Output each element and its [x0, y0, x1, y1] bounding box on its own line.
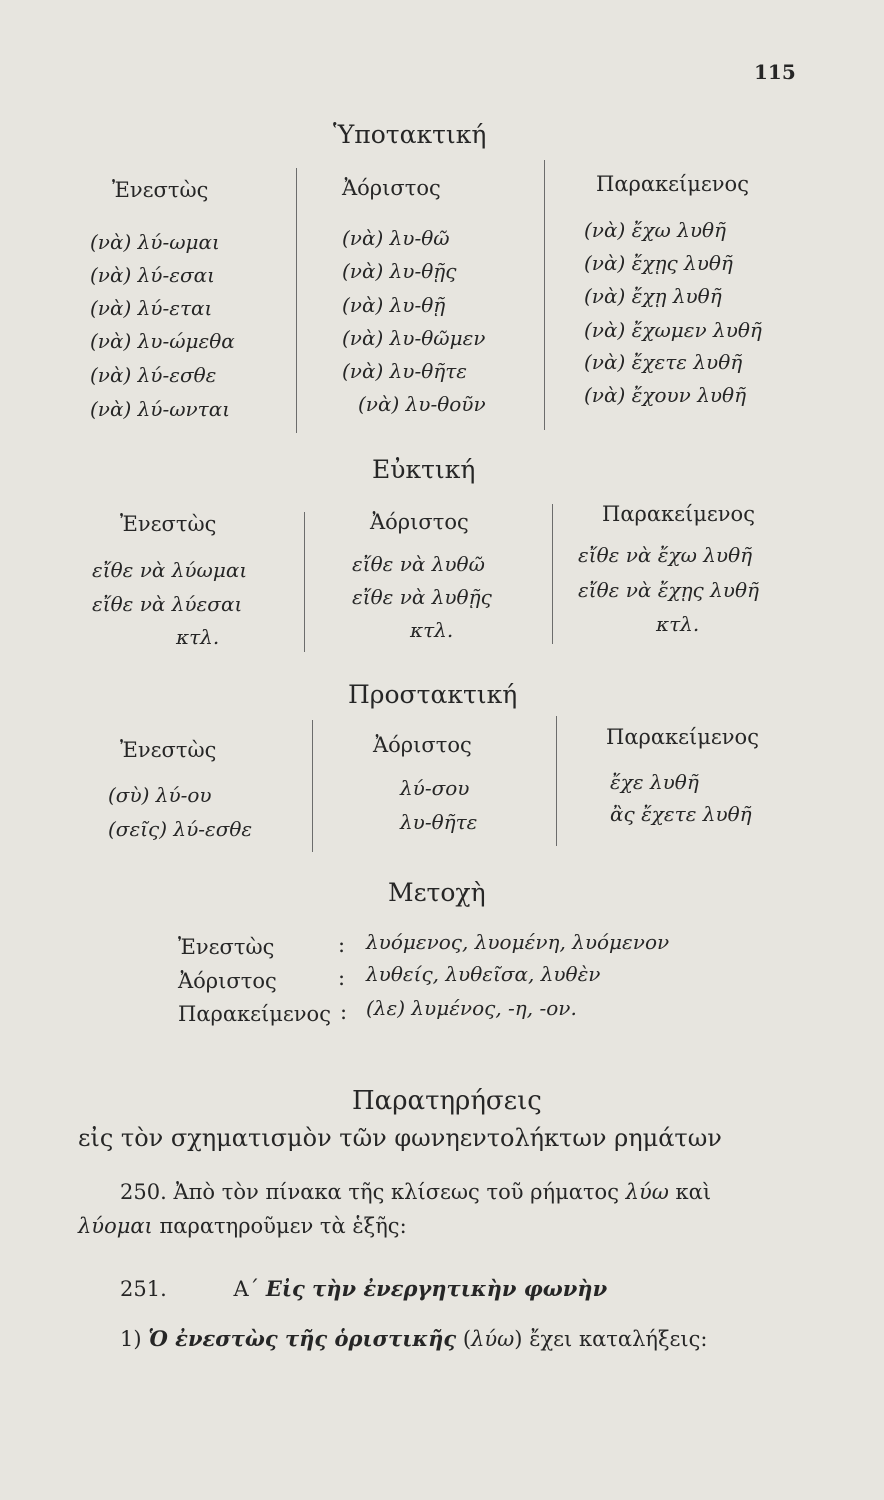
imperative-perfect-form: ἂς ἔχετε λυθῆ: [610, 802, 752, 826]
subjunctive-present-form: (νὰ) λύ-ωμαι: [90, 230, 220, 254]
subjunctive-perfect-form: (νὰ) ἔχετε λυθῆ: [584, 350, 743, 374]
imperative-present-form: (σεῖς) λύ-εσθε: [108, 817, 253, 841]
optative-present-label: Ἐνεστὼς: [120, 512, 217, 536]
participle-title: Μετοχὴ: [388, 878, 486, 907]
paragraph-text: παρατηροῦμεν τὰ ἑξῆς:: [159, 1214, 407, 1238]
participle-value: λυθείς, λυθεῖσα, λυθὲν: [366, 962, 601, 986]
subjunctive-aorist-form: (νὰ) λυ-θῇς: [342, 259, 457, 283]
page-number: 115: [754, 60, 796, 84]
participle-label: Ἐνεστὼς: [178, 935, 275, 959]
imperative-perfect-form: ἔχε λυθῆ: [610, 770, 699, 794]
column-divider: [304, 512, 305, 652]
optative-aorist-form: κτλ.: [410, 618, 454, 642]
imperative-aorist-form: λύ-σου: [400, 776, 470, 800]
subjunctive-present-label: Ἐνεστὼς: [112, 178, 209, 202]
paragraph-text: ἔχει καταλήξεις:: [529, 1327, 708, 1351]
optative-present-form: κτλ.: [176, 625, 220, 649]
column-divider: [552, 504, 553, 644]
optative-perfect-label: Παρακείμενος: [602, 502, 755, 526]
subjunctive-aorist-form: (νὰ) λυ-θῶ: [342, 226, 450, 250]
optative-present-form: εἴθε νὰ λύωμαι: [92, 558, 248, 582]
subjunctive-perfect-form: (νὰ) ἔχωμεν λυθῆ: [584, 318, 762, 342]
paragraph-1: [120, 1326, 707, 1351]
subjunctive-perfect-label: Παρακείμενος: [596, 172, 749, 196]
optative-perfect-form: εἴθε νὰ ἔχω λυθῆ: [578, 543, 753, 567]
subjunctive-perfect-form: (νὰ) ἔχουν λυθῆ: [584, 383, 747, 407]
imperative-aorist-label: Ἀόριστος: [373, 733, 472, 757]
participle-value: λυόμενος, λυομένη, λυόμενον: [366, 930, 670, 954]
paragraph-251: [120, 1276, 607, 1301]
subjunctive-present-form: (νὰ) λυ-ώμεθα: [90, 329, 235, 353]
subjunctive-aorist-form: (νὰ) λυ-θῇ: [342, 293, 446, 317]
optative-aorist-form: εἴθε νὰ λυθῶ: [352, 552, 485, 576]
optative-perfect-form: κτλ.: [656, 612, 700, 636]
column-divider: [312, 720, 313, 852]
subjunctive-aorist-form: (νὰ) λυ-θῆτε: [342, 359, 468, 383]
paragraph-text: λύομαι: [78, 1214, 153, 1238]
paragraph-text: Ἀπὸ τὸν πίνακα τῆς κλίσεως τοῦ ρήματος: [173, 1180, 619, 1204]
optative-title: Εὐκτική: [372, 455, 476, 484]
subjunctive-aorist-form: (νὰ) λυ-θοῦν: [358, 392, 486, 416]
participle-separator: :: [340, 1000, 348, 1024]
subjunctive-perfect-form: (νὰ) ἔχῃ λυθῆ: [584, 284, 722, 308]
optative-present-form: εἴθε νὰ λύεσαι: [92, 592, 243, 616]
paragraph-text: λύω: [625, 1180, 669, 1204]
subjunctive-aorist-label: Ἀόριστος: [342, 176, 441, 200]
paragraph-250-line2: [78, 1214, 407, 1238]
subjunctive-aorist-form: (νὰ) λυ-θῶμεν: [342, 326, 486, 350]
imperative-present-form: (σὺ) λύ-ου: [108, 783, 212, 807]
paragraph-number: 251.: [120, 1277, 167, 1301]
paragraph-text: Ὁ ἐνεστὼς τῆς ὁριστικῆς: [148, 1326, 457, 1351]
paragraph-text: Εἰς τὴν ἐνεργητικὴν φωνὴν: [265, 1276, 608, 1301]
participle-value: (λε) λυμένος, -η, -ον.: [366, 996, 577, 1020]
paragraph-text: λύω: [471, 1327, 515, 1351]
observations-title: Παρατηρήσεις: [352, 1086, 542, 1116]
paragraph-number: 1): [120, 1327, 142, 1351]
optative-aorist-label: Ἀόριστος: [370, 510, 469, 534]
imperative-aorist-form: λυ-θῆτε: [400, 810, 478, 834]
participle-separator: :: [338, 933, 346, 957]
column-divider: [544, 160, 545, 430]
paragraph-250-line1: [120, 1180, 711, 1204]
participle-label: Ἀόριστος: [178, 969, 277, 993]
participle-label: Παρακείμενος: [178, 1002, 331, 1026]
imperative-perfect-label: Παρακείμενος: [606, 725, 759, 749]
observations-subtitle: εἰς τὸν σχηματισμὸν τῶν φωνηεντολήκτων ρημάτων: [78, 1124, 722, 1152]
subjunctive-perfect-form: (νὰ) ἔχῃς λυθῆ: [584, 251, 733, 275]
subjunctive-title: Ὑποτακτική: [333, 120, 487, 149]
subjunctive-present-form: (νὰ) λύ-εται: [90, 296, 213, 320]
imperative-title: Προστακτική: [348, 680, 518, 709]
optative-perfect-form: εἴθε νὰ ἔχῃς λυθῆ: [578, 578, 759, 602]
paragraph-text: καὶ: [675, 1180, 712, 1204]
subjunctive-perfect-form: (νὰ) ἔχω λυθῆ: [584, 218, 727, 242]
column-divider: [296, 168, 297, 433]
participle-separator: :: [338, 966, 346, 990]
column-divider: [556, 716, 557, 846]
paragraph-text: Α΄: [233, 1277, 260, 1301]
paragraph-number: 250.: [120, 1180, 167, 1204]
paragraph-text: (: [462, 1327, 472, 1351]
subjunctive-present-form: (νὰ) λύ-εσαι: [90, 263, 215, 287]
paragraph-text: ): [514, 1327, 523, 1351]
subjunctive-present-form: (νὰ) λύ-ωνται: [90, 397, 231, 421]
imperative-present-label: Ἐνεστὼς: [120, 738, 217, 762]
optative-aorist-form: εἴθε νὰ λυθῇς: [352, 585, 492, 609]
subjunctive-present-form: (νὰ) λύ-εσθε: [90, 363, 217, 387]
